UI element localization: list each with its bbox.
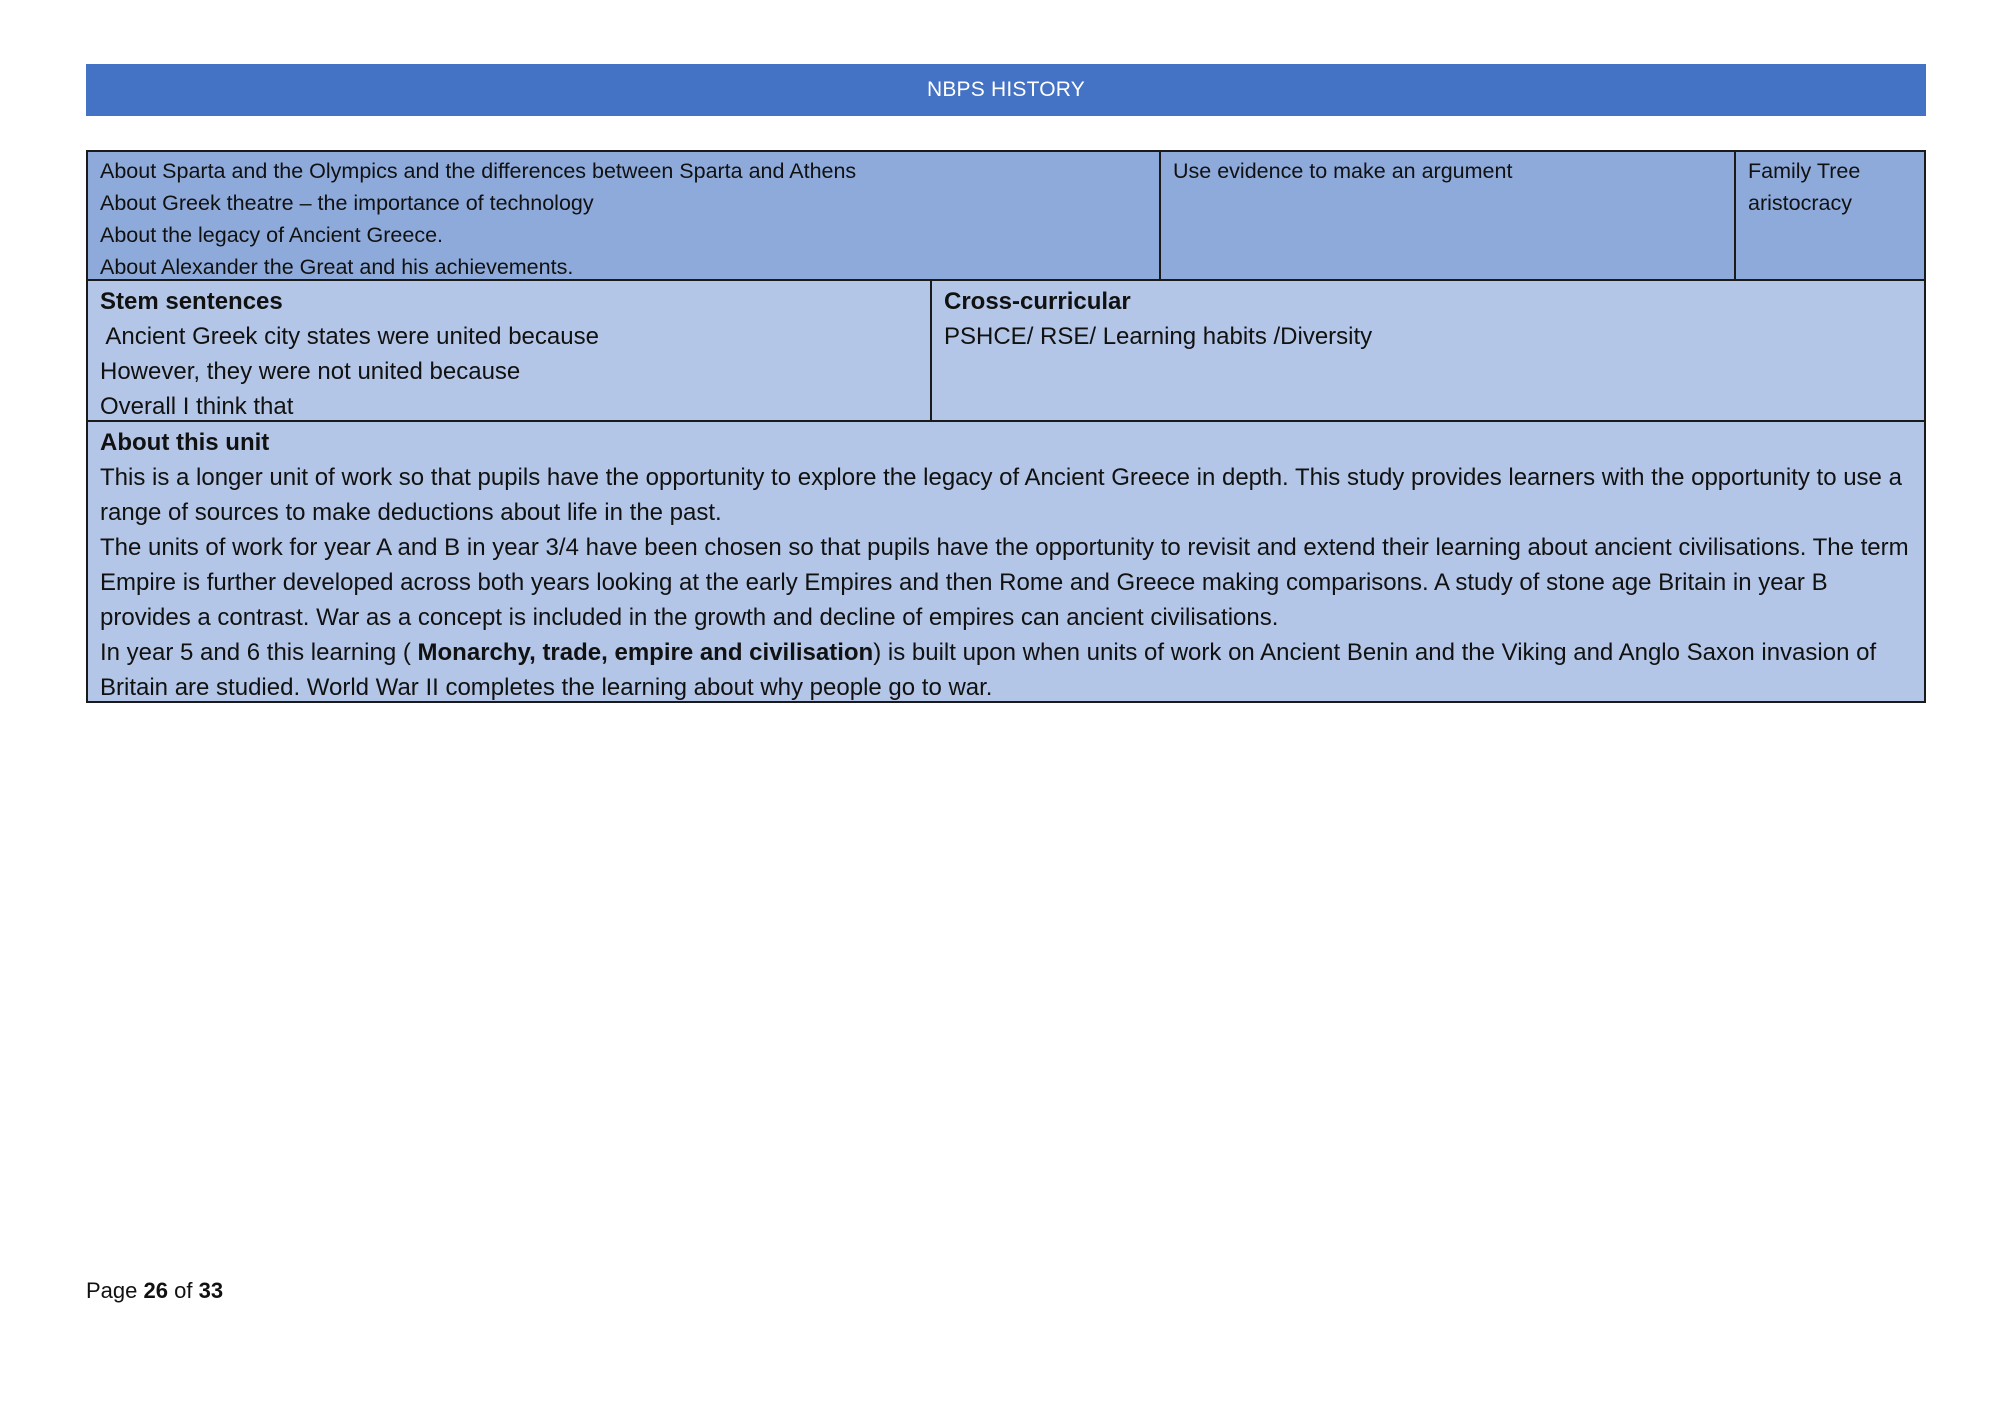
page-word: Page: [86, 1278, 138, 1303]
cross-curricular-cell: [930, 281, 1924, 420]
stem-sentences-heading: Stem sentences: [100, 288, 283, 315]
about-unit-heading: About this unit: [100, 429, 270, 456]
table-row-knowledge: [86, 150, 1926, 281]
knowledge-line: About Greek theatre – the importance of technology: [100, 191, 594, 215]
knowledge-line: About the legacy of Ancient Greece.: [100, 223, 444, 247]
vocabulary-cell: [1734, 152, 1924, 279]
knowledge-line: About Alexander the Great and his achievements.: [100, 255, 574, 279]
table-row-stem-cross: [86, 281, 1926, 422]
cross-curricular-heading: Cross-curricular: [944, 288, 1131, 315]
stem-sentences-cell: [88, 281, 930, 420]
vocabulary-term: aristocracy: [1748, 191, 1852, 215]
about-paragraph-final: [100, 635, 1912, 705]
knowledge-line: About Sparta and the Olympics and the differences between Sparta and Athens: [100, 159, 857, 183]
stem-sentence: However, they were not united because: [100, 358, 521, 385]
about-paragraph: This is a longer unit of work so that pupils have the opportunity to explore the legacy of Ancient Greece in depth. This study provides learners with the opportunity to use a range of sources to make deductions about life in the past.: [100, 464, 1902, 526]
document-header: [86, 64, 1926, 116]
of-word: of: [174, 1278, 193, 1303]
about-bold-concepts: Monarchy, trade, empire and civilisation: [417, 639, 874, 666]
cross-curricular-text: PSHCE/ RSE/ Learning habits /Diversity: [944, 323, 1373, 350]
skills-cell: [1159, 152, 1734, 279]
vocabulary-term: Family Tree: [1748, 159, 1861, 183]
stem-sentence: Overall I think that: [100, 393, 294, 420]
skills-text: Use evidence to make an argument: [1173, 159, 1513, 183]
knowledge-cell: [88, 152, 1159, 279]
about-text: ) is built upon when units of work on Ancient Benin and the Viking and Anglo Saxon invasion of Britain are studied. World War II completes the learning about why people go to war.: [100, 639, 1877, 701]
about-unit-cell: [86, 422, 1926, 703]
page-current: 26: [143, 1278, 168, 1303]
page-footer: [86, 1276, 223, 1306]
header-title: NBPS HISTORY: [926, 78, 1085, 101]
about-text: In year 5 and 6 this learning (: [100, 639, 418, 666]
page-total: 33: [198, 1278, 224, 1303]
stem-sentence: Ancient Greek city states were united because: [100, 323, 599, 350]
about-paragraph: The units of work for year A and B in year 3/4 have been chosen so that pupils have the opportunity to revisit and extend their learning about ancient civilisations. The term Empire is further developed across both years looking at the early Empires and then Rome and Greece making comparisons. A study of stone age Britain in year B provides a contrast. War as a concept is included in the growth and decline of empires can ancient civilisations.: [100, 534, 1909, 631]
